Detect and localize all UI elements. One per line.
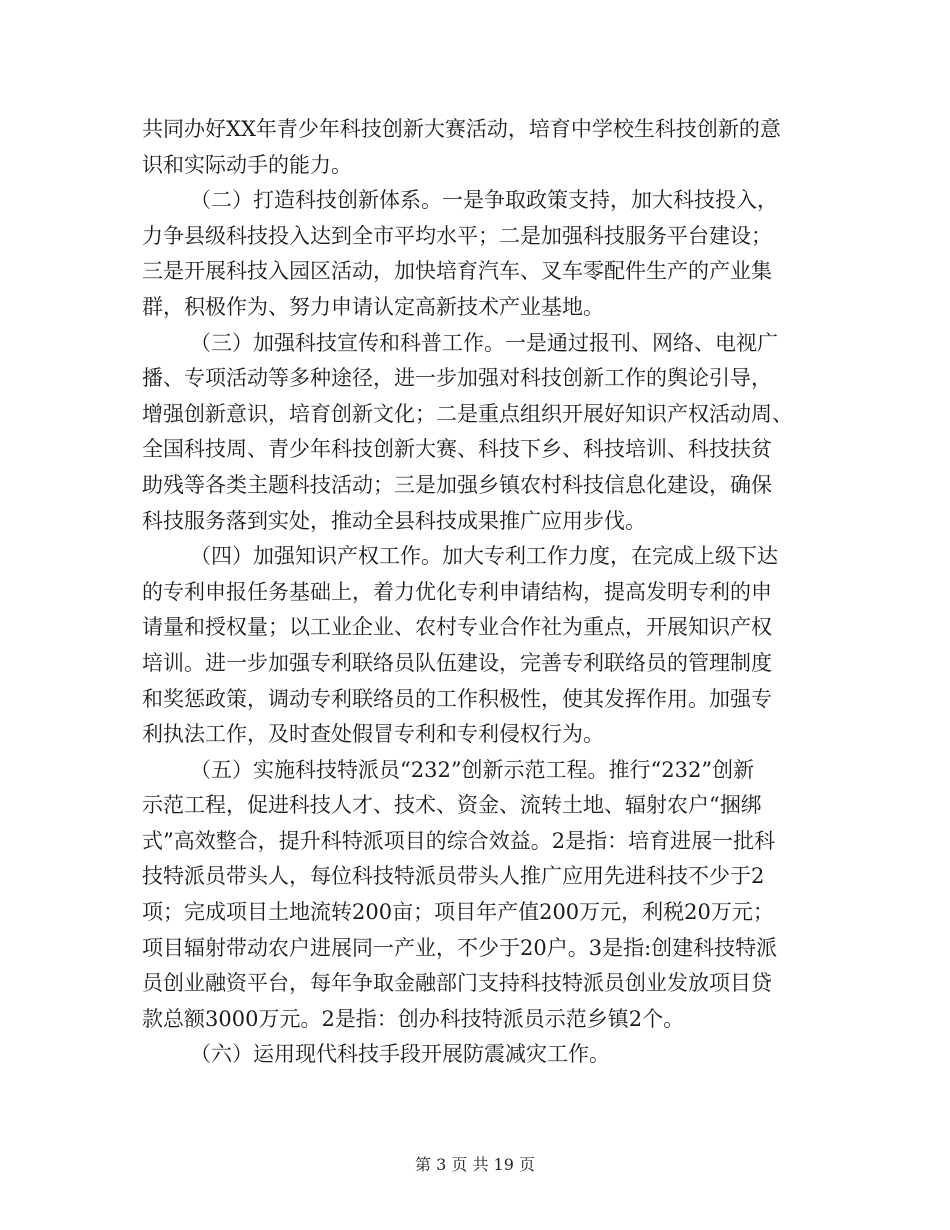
text-line: 助残等各类主题科技活动；三是加强乡镇农村科技信息化建设，确保 bbox=[142, 472, 772, 497]
text-line: 员创业融资平台，每年争取金融部门支持科技特派员创业发放项目贷 bbox=[142, 971, 772, 996]
body-text bbox=[142, 112, 808, 1073]
text-line: （六）运用现代科技手段开展防震减灾工作。 bbox=[190, 1042, 610, 1067]
page-number-footer: 第 3 页 共 19 页 bbox=[415, 1155, 535, 1174]
text-line: 三是开展科技入园区活动，加快培育汽车、叉车零配件生产的产业集 bbox=[142, 259, 772, 284]
text-line: 请量和授权量；以工业企业、农村专业合作社为重点，开展知识产权 bbox=[142, 615, 772, 640]
text-line: （二）打造科技创新体系。一是争取政策支持，加大科技投入， bbox=[190, 188, 778, 213]
text-line: 共同办好XX年青少年科技创新大赛活动，培育中学校生科技创新的意 bbox=[142, 117, 781, 141]
text-line: （五）实施科技特派员“232”创新示范工程。推行“232”创新 bbox=[190, 757, 755, 782]
text-line: 培训。进一步加强专利联络员队伍建设，完善专利联络员的管理制度 bbox=[142, 650, 772, 675]
text-line: 项；完成项目土地流转200亩；项目年产值200万元，利税20万元； bbox=[142, 900, 774, 925]
text-line: （四）加强知识产权工作。加大专利工作力度，在完成上级下达 bbox=[190, 544, 778, 569]
text-line: 项目辐射带动农户进展同一产业，不少于20户。3是指:创建科技特派 bbox=[142, 935, 778, 960]
text-line: 利执法工作，及时查处假冒专利和专利侵权行为。 bbox=[142, 722, 604, 747]
text-line: （三）加强科技宣传和科普工作。一是通过报刊、网络、电视广 bbox=[190, 330, 778, 355]
text-line: 播、专项活动等多种途径，进一步加强对科技创新工作的舆论引导， bbox=[142, 366, 772, 391]
text-line: 示范工程，促进科技人才、技术、资金、流转土地、辐射农户“捆绑 bbox=[142, 793, 762, 818]
text-line: 全国科技周、青少年科技创新大赛、科技下乡、科技培训、科技扶贫 bbox=[142, 437, 772, 462]
text-line: 识和实际动手的能力。 bbox=[142, 152, 352, 177]
text-line: 的专利申报任务基础上，着力优化专利申请结构，提高发明专利的申 bbox=[142, 579, 772, 604]
text-line: 科技服务落到实处，推动全县科技成果推广应用步伐。 bbox=[142, 508, 646, 533]
text-line: 增强创新意识，培育创新文化；二是重点组织开展好知识产权活动周、 bbox=[142, 401, 793, 426]
text-line: 群，积极作为、努力申请认定高新技术产业基地。 bbox=[142, 294, 604, 319]
text-line: 和奖惩政策，调动专利联络员的工作积极性，使其发挥作用。加强专 bbox=[142, 686, 772, 711]
text-line: 技特派员带头人，每位科技特派员带头人推广应用先进科技不少于2 bbox=[142, 864, 765, 889]
text-line: 式”高效整合，提升科特派项目的综合效益。2是指：培育进展一批科 bbox=[142, 828, 776, 853]
text-line: 力争县级科技投入达到全市平均水平；二是加强科技服务平台建设； bbox=[142, 223, 772, 248]
text-line: 款总额3000万元。2是指：创办科技特派员示范乡镇2个。 bbox=[142, 1006, 685, 1031]
